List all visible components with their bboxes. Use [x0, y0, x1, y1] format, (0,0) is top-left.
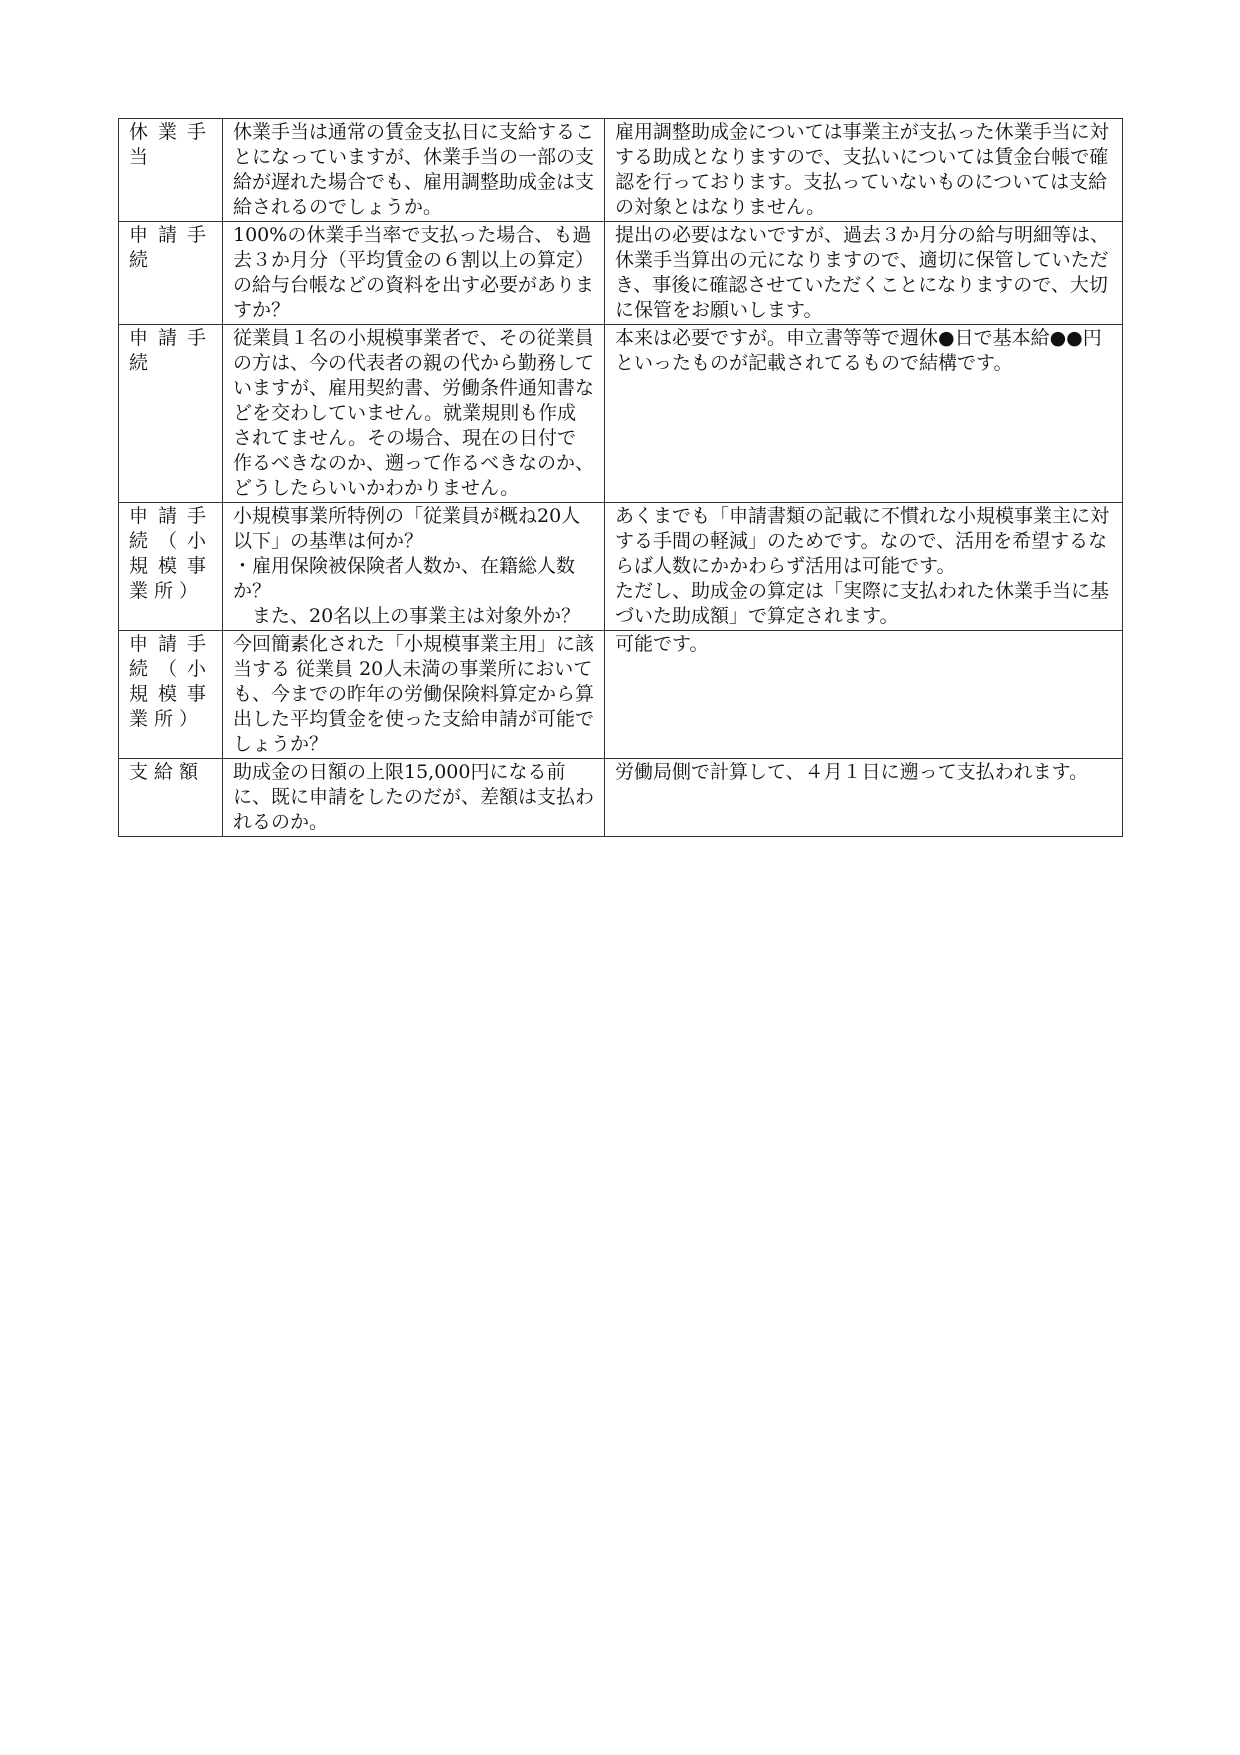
answer-cell: あくまでも「申請書類の記載に不慣れな小規模事業主に対する手間の軽減」のためです。なので、活用を希望するならば人数にかかわらず活用は可能です。 ただし、助成金の算定は「実際に支払われた休業手当に基づいた助成額」で算定されます。 — [605, 503, 1123, 631]
category-cell: 申請手続（小規模事業所） — [119, 631, 223, 759]
answer-cell: 労働局側で計算して、４月１日に遡って支払われます。 — [605, 759, 1123, 837]
table-row — [119, 759, 1123, 837]
table-row — [119, 325, 1123, 503]
answer-cell: 雇用調整助成金については事業主が支払った休業手当に対する助成となりますので、支払いについては賃金台帳で確認を行っております。支払っていないものについては支給の対象とはなりません。 — [605, 119, 1123, 222]
table-row — [119, 119, 1123, 222]
faq-table — [118, 118, 1123, 837]
question-cell: 小規模事業所特例の「従業員が概ね20人以下」の基準は何か？ ・雇用保険被保険者人数か、在籍総人数か？ また、20名以上の事業主は対象外か？ — [223, 503, 605, 631]
answer-cell: 提出の必要はないですが、過去３か月分の給与明細等は、休業手当算出の元になりますので、適切に保管していただき、事後に確認させていただくことになりますので、大切に保管をお願いします。 — [605, 222, 1123, 325]
question-cell: 休業手当は通常の賃金支払日に支給することになっていますが、休業手当の一部の支給が遅れた場合でも、雇用調整助成金は支給されるのでしょうか。 — [223, 119, 605, 222]
table-row — [119, 503, 1123, 631]
category-cell: 申請手続（小規模事業所） — [119, 503, 223, 631]
category-cell: 申請手続 — [119, 222, 223, 325]
category-cell: 申請手続 — [119, 325, 223, 503]
question-cell: 助成金の日額の上限15,000円になる前に、既に申請をしたのだが、差額は支払われるのか。 — [223, 759, 605, 837]
answer-cell: 可能です。 — [605, 631, 1123, 759]
question-cell: 100%の休業手当率で支払った場合、も過去３か月分（平均賃金の６割以上の算定）の給与台帳などの資料を出す必要がありますか？ — [223, 222, 605, 325]
category-cell: 支給額 — [119, 759, 223, 837]
category-cell: 休業手当 — [119, 119, 223, 222]
answer-cell: 本来は必要ですが。申立書等等で週休●日で基本給●●円といったものが記載されてるもので結構です。 — [605, 325, 1123, 503]
question-cell: 今回簡素化された「小規模事業主用」に該当する 従業員 20人未満の事業所においても、今までの昨年の労働保険料算定から算出した平均賃金を使った支給申請が可能でしょうか？ — [223, 631, 605, 759]
question-cell: 従業員１名の小規模事業者で、その従業員の方は、今の代表者の親の代から勤務していますが、雇用契約書、労働条件通知書などを交わしていません。就業規則も作成されてません。その場合、現在の日付で作るべきなのか、遡って作るべきなのか、どうしたらいいかわかりません。 — [223, 325, 605, 503]
table-row — [119, 222, 1123, 325]
table-row — [119, 631, 1123, 759]
